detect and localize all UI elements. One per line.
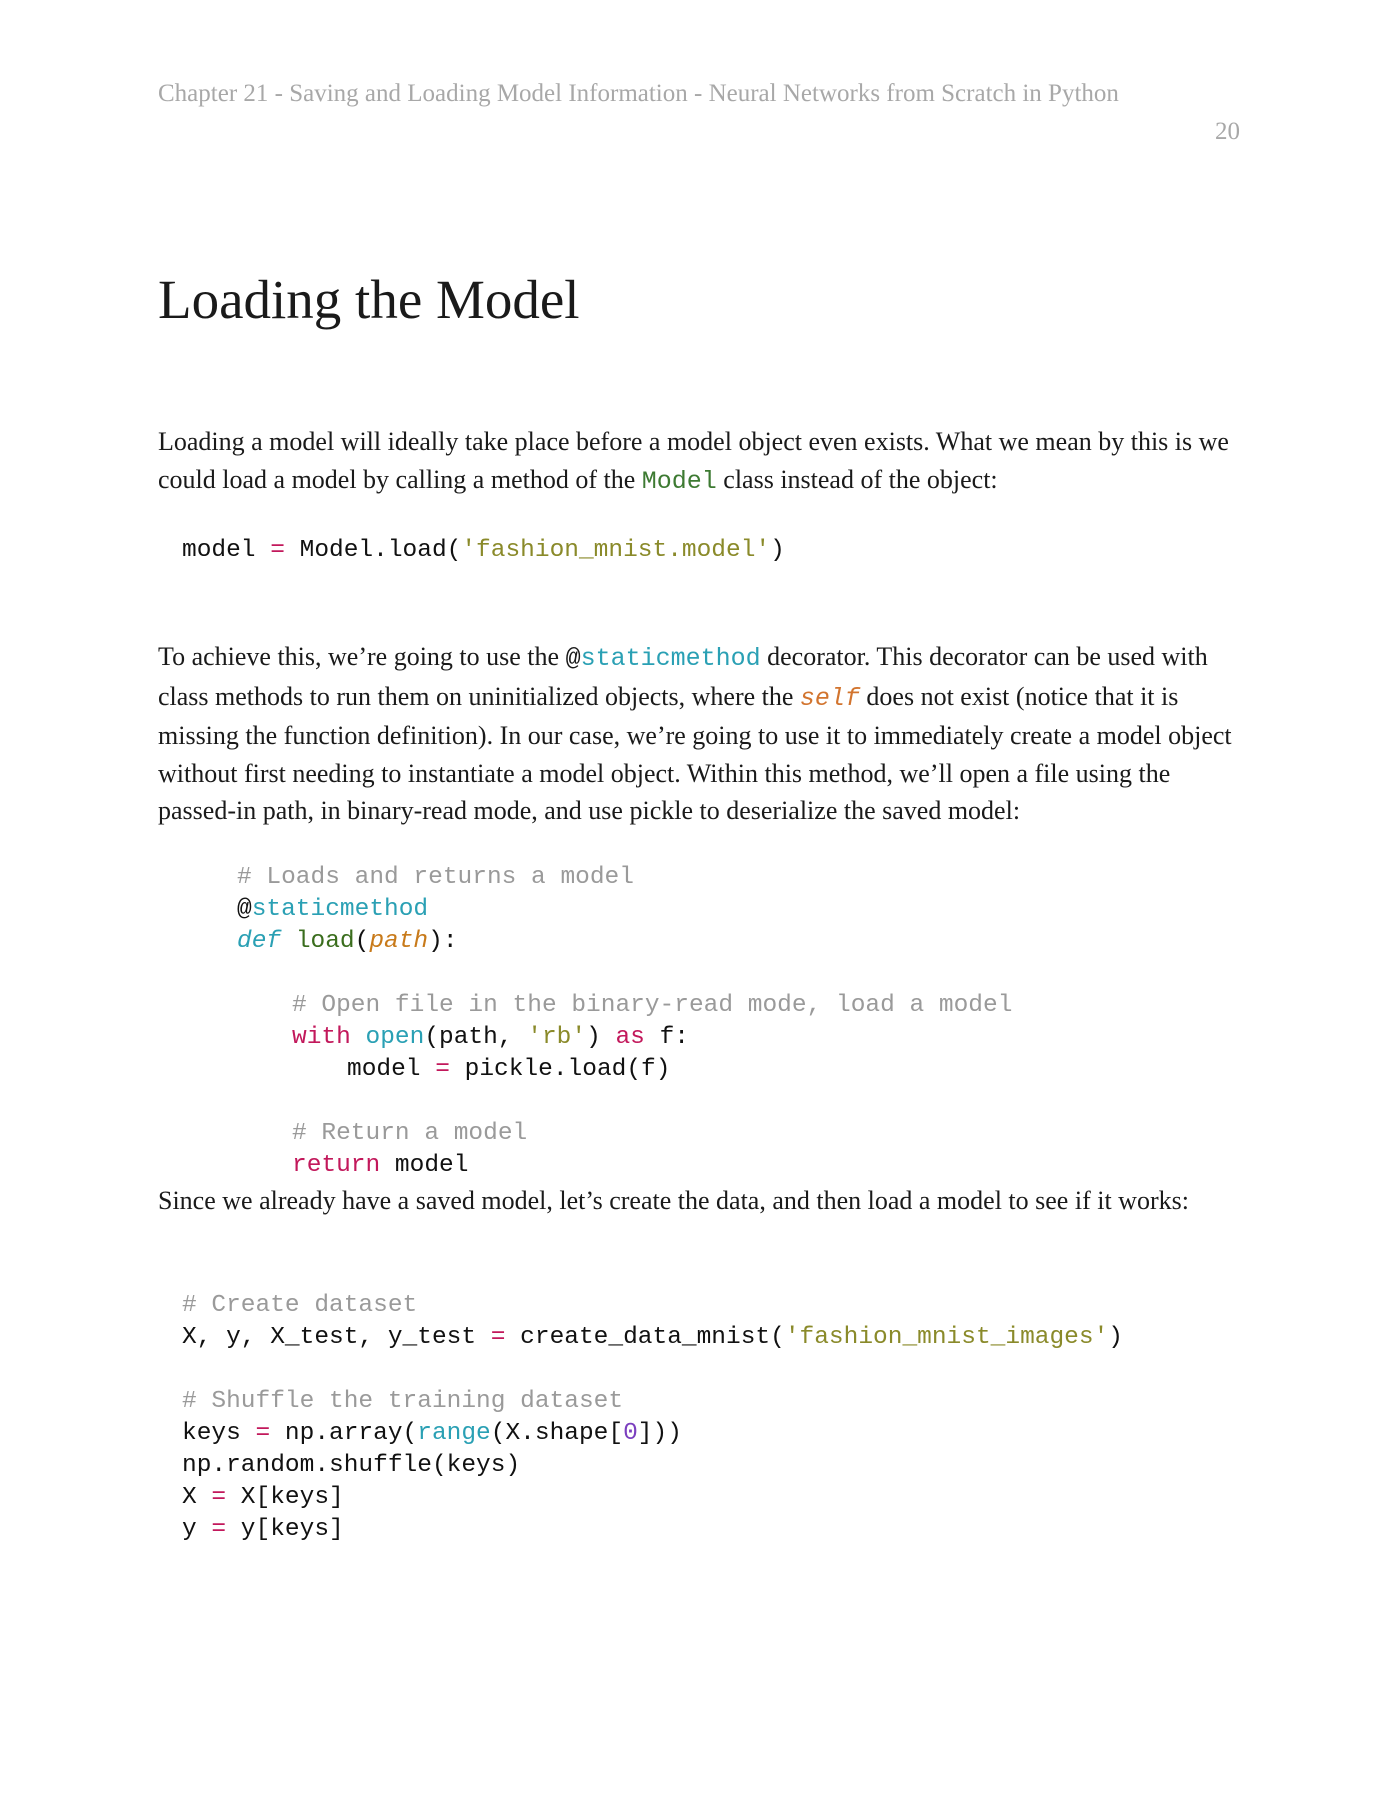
paragraph-text: class instead of the object: — [716, 464, 998, 494]
code-line — [182, 1418, 682, 1450]
code-token: = — [270, 537, 285, 564]
code-token: ) — [770, 537, 785, 564]
code-token: model — [182, 537, 271, 564]
code-token: 'rb' — [527, 1024, 587, 1051]
code-token: 'fashion_mnist_images' — [784, 1324, 1109, 1351]
running-header: Chapter 21 - Saving and Loading Model Information - Neural Networks from Scratch in Python — [158, 80, 1119, 107]
code-token: open — [365, 1024, 425, 1051]
code-token: 'fashion_mnist.model' — [461, 537, 771, 564]
paragraph-text: Loading a model will ideally take place before a model object even exists. What we mean by this is we could load a model by calling a method of the — [158, 427, 1229, 494]
inline-code-at: @ — [565, 644, 581, 673]
code-token: ): — [428, 928, 458, 955]
code-token: np.array( — [270, 1420, 418, 1447]
code-token: ) — [586, 1024, 616, 1051]
code-token: ])) — [637, 1420, 682, 1447]
code-comment: # Shuffle the training dataset — [182, 1388, 624, 1415]
code-line — [347, 1054, 670, 1086]
paragraph-text: does not exist (notice that it is missing the function definition). In our case, we’re going to use it to immediately create a model object without first needing to instantiate a model object. Within this method, we’ll open a file using the passed-in path, in binary-read mode, and use pickle to deserialize the saved model: — [158, 681, 1232, 825]
code-token: X, y, X_test, y_test — [182, 1324, 491, 1351]
code-line — [292, 1022, 689, 1054]
code-token: X[keys] — [226, 1484, 344, 1511]
code-line — [237, 894, 428, 926]
inline-code-self: self — [799, 683, 860, 713]
code-line — [182, 535, 785, 567]
code-token: y — [182, 1516, 212, 1543]
code-token: ( — [354, 928, 370, 955]
code-line — [182, 1322, 1123, 1354]
code-token: y[keys] — [226, 1516, 344, 1543]
code-token: (X.shape[ — [490, 1420, 624, 1447]
section-title: Loading the Model — [158, 269, 580, 330]
code-token: Model.load( — [284, 537, 462, 564]
code-token: = — [255, 1420, 271, 1447]
code-token: 0 — [623, 1420, 638, 1447]
code-token: = — [490, 1324, 506, 1351]
code-token: model — [347, 1056, 436, 1083]
code-token: = — [435, 1056, 450, 1083]
paragraph-intro — [158, 423, 1238, 500]
paragraph-text: To achieve this, we’re going to use the — [158, 642, 566, 671]
code-line — [237, 926, 458, 958]
code-token: create_data_mnist( — [505, 1324, 785, 1351]
code-token: = — [211, 1484, 227, 1511]
inline-code-model: Model — [641, 466, 717, 496]
code-block-dataset — [0, 1290, 1123, 1543]
code-token: X — [182, 1484, 212, 1511]
code-token: range — [417, 1420, 491, 1447]
code-block-load-call — [0, 535, 785, 616]
code-token: def — [237, 928, 282, 955]
code-token: = — [211, 1516, 227, 1543]
code-comment: # Return a model — [292, 1120, 528, 1147]
code-token: @ — [237, 896, 252, 923]
code-token: return — [292, 1152, 381, 1179]
code-token: with — [292, 1024, 351, 1051]
inline-code-staticmethod: staticmethod — [580, 644, 761, 673]
code-token: load — [295, 928, 355, 955]
code-token: pickle.load(f) — [449, 1056, 671, 1083]
code-comment: # Open file in the binary-read mode, load a model — [292, 992, 1013, 1019]
code-comment: # Create dataset — [182, 1292, 418, 1319]
code-token: f: — [644, 1024, 689, 1051]
paragraph-create-data: Since we already have a saved model, let’s create the data, and then load a model to see if it works: — [158, 1186, 1189, 1215]
code-block-load-method — [0, 862, 1013, 1179]
code-token: (path, — [424, 1024, 528, 1051]
code-line — [182, 1482, 344, 1514]
code-comment: # Loads and returns a model — [237, 864, 634, 891]
code-token: keys — [182, 1420, 256, 1447]
page-number: 20 — [1215, 118, 1240, 145]
code-token: path — [369, 928, 429, 955]
code-token: staticmethod — [251, 896, 429, 923]
code-line: np.random.shuffle(keys) — [182, 1452, 521, 1479]
paragraph-text: decorator. This decorator can be used with class methods to run them on uninitialized objects, where the — [158, 642, 1208, 711]
code-token: ) — [1108, 1324, 1123, 1351]
code-token: as — [615, 1024, 645, 1051]
code-token: model — [380, 1152, 469, 1179]
code-line — [182, 1514, 344, 1546]
paragraph-staticmethod — [158, 638, 1238, 830]
code-line — [292, 1150, 468, 1182]
